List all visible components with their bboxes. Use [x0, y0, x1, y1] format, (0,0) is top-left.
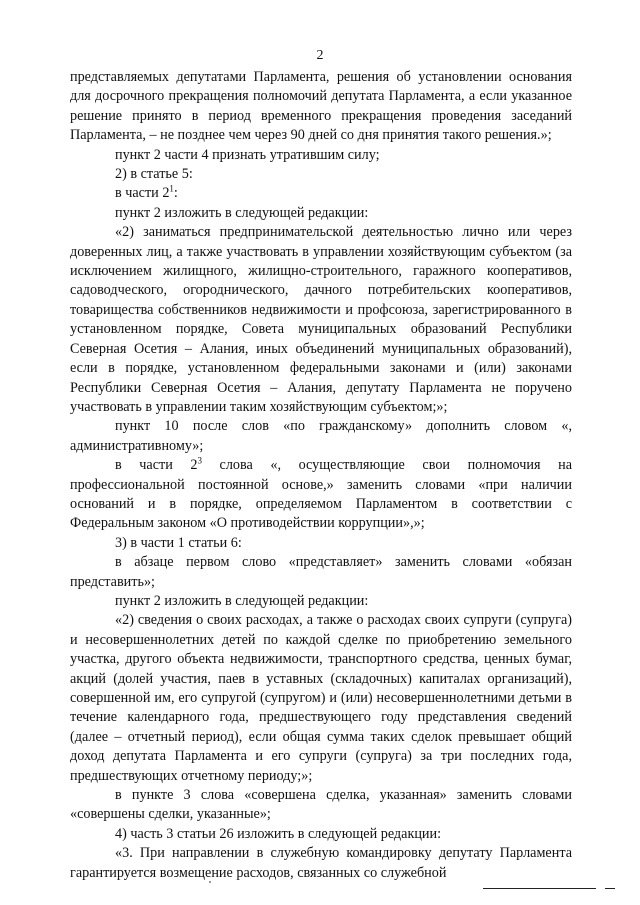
paragraph-text: в части 2	[115, 185, 170, 202]
paragraph: пункт 2 части 4 признать утратившим силу;	[115, 146, 380, 163]
paragraph: 3) в части 1 статьи 6:	[115, 534, 242, 551]
paragraph: пункт 2 изложить в следующей редакции:	[115, 592, 369, 609]
paragraph-text-after: :	[173, 185, 178, 202]
paragraph: «2) заниматься предпринимательской деятельностью лично или через доверенных лиц, а также участвовать в управлении хозяйствующим субъектом (за исключением жилищного, жилищно-строительного, гаражного кооперативов, садоводческого, огороднического, дачного потребительских кооперативов, товарищества собственников недвижимости и профсоюза, зарегистрированного в установленном порядке, Совета муниципальных образований Республики Северная Осетия – Алания, иных объединений муниципальных образований), если в порядке, установленном федеральными законами и (или) законами Республики Северная Осетия – Алания, депутату Парламента не поручено участвовать в управлении таким хозяйствующим субъектом;»;	[70, 224, 572, 415]
footer-rule	[483, 888, 596, 889]
paragraph: 4) часть 3 статьи 26 изложить в следующей редакции:	[115, 825, 442, 842]
paragraph-text: в части 2	[115, 457, 198, 474]
paragraph: 2) в статье 5:	[115, 166, 193, 183]
paragraph: «2) сведения о своих расходах, а также о расходах своих супруги (супруга) и несовершеннолетних детей по каждой сделке по приобретению земельного участка, другого объекта недвижимости, транспортного средства, ценных бумаг, акций (долей участия, паев в уставных (складочных) капиталах организаций), совершенной им, его супругой (супругом) и (или) несовершеннолетними детьми в течение календарного года, предшествующего году представления сведений (далее – отчетный период), если общая сумма таких сделок превышает общий доход депутата Парламента и его супруги (супруга) за три последних года, предшествующих отчетному периоду;»;	[70, 612, 572, 784]
superscript: 3	[197, 455, 202, 466]
paragraph: «3. При направлении в служебную командировку депутату Парламента гарантируется возмещение расходов, связанных со служебной	[70, 845, 572, 881]
scan-artifact	[209, 881, 211, 883]
paragraph-text-after: слова «, осуществляющие свои полномочия на профессиональной постоянной основе,» заменить словами «при наличии оснований и в порядке, определяемом Парламентом в соответствии с Федеральным законом «О противодействии коррупции»,»;	[70, 457, 572, 532]
page-number: 2	[316, 48, 324, 63]
paragraph	[70, 184, 572, 203]
paragraph: пункт 10 после слов «по гражданскому» дополнить словом «, административному»;	[70, 418, 572, 454]
document-body	[70, 68, 572, 883]
paragraph: пункт 2 изложить в следующей редакции:	[115, 204, 369, 221]
footer-rule-short	[605, 888, 615, 889]
paragraph	[70, 456, 572, 534]
paragraph: в абзаце первом слово «представляет» заменить словами «обязан представить»;	[70, 554, 572, 590]
paragraph: в пункте 3 слова «совершена сделка, указанная» заменить словами «совершены сделки, указанные»;	[70, 787, 572, 823]
paragraph: представляемых депутатами Парламента, решения об установлении основания для досрочного прекращения полномочий депутата Парламента, а если указанное решение принято в период временного прекращения проведения заседаний Парламента, – не позднее чем через 90 дней со дня принятия такого решения.»;	[70, 69, 572, 144]
superscript: 1	[169, 183, 174, 194]
